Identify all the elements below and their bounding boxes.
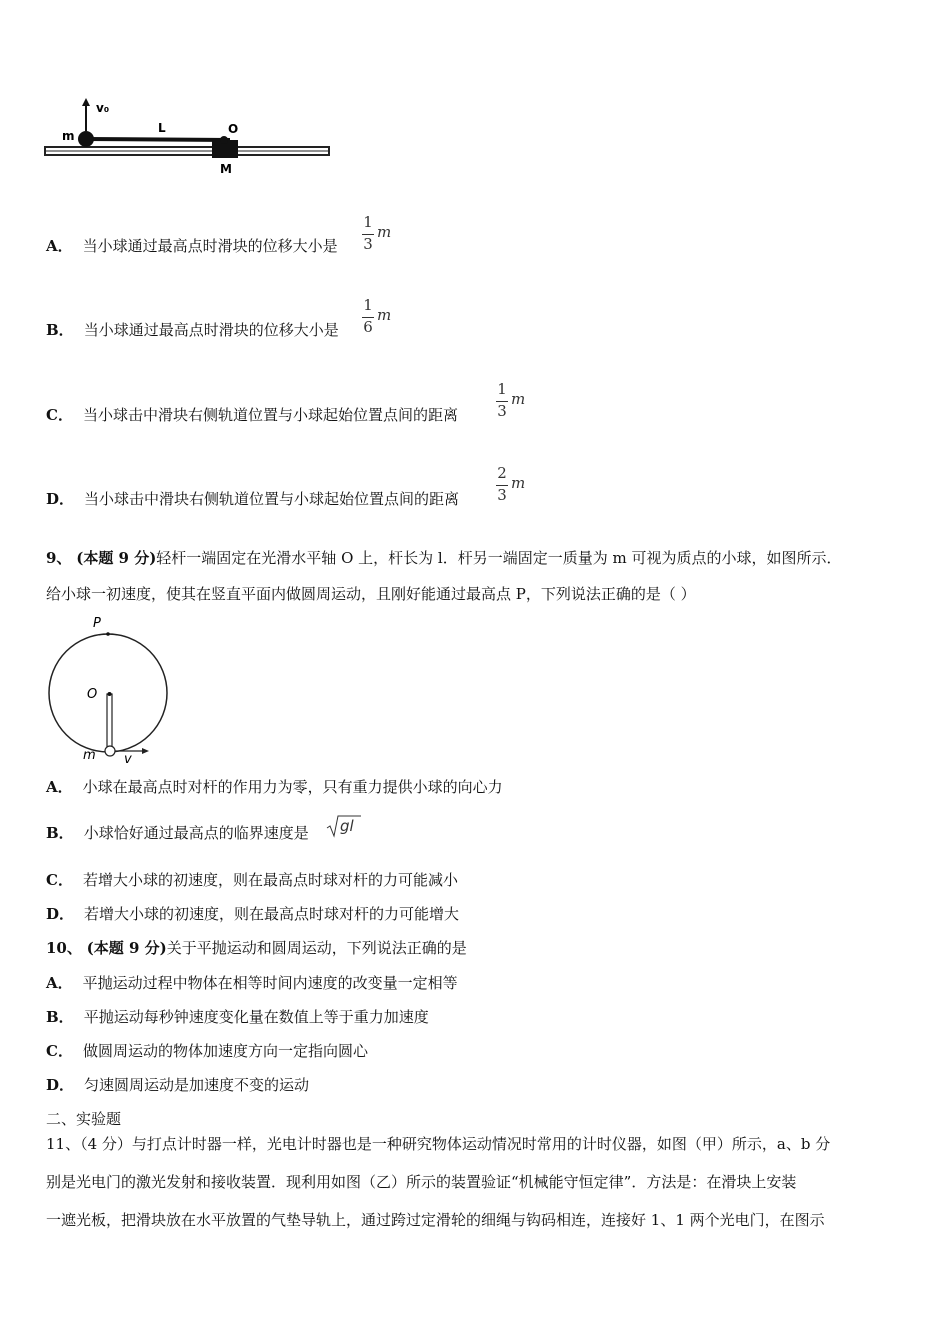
option-letter: D． <box>46 1076 75 1094</box>
question-text: 轻杆一端固定在光滑水平轴 O 上，杆长为 l．杆另一端固定一质量为 m 可视为质点的小球，如图所示． <box>156 549 842 567</box>
option-letter: D． <box>46 905 75 923</box>
question-number: 10、 <box>46 939 82 957</box>
fraction-num: 1 <box>363 296 373 314</box>
q8-option-d[interactable] <box>46 489 459 509</box>
option-text: 当小球击中滑块右侧轨道位置与小球起始位置点间的距离 <box>82 406 458 424</box>
label-m: m <box>83 748 96 763</box>
rod <box>107 694 112 750</box>
option-text: 若增大小球的初速度，则在最高点时球对杆的力可能增大 <box>84 905 460 923</box>
question-score: (本题 9 分) <box>76 549 157 567</box>
q9-option-c[interactable] <box>46 870 458 890</box>
label-v: v <box>124 752 132 767</box>
q8-option-a[interactable] <box>46 236 338 256</box>
option-text: 当小球通过最高点时滑块的位移大小是 <box>82 237 338 255</box>
q9-option-a[interactable] <box>46 777 503 797</box>
option-text: 小球在最高点时对杆的作用力为零，只有重力提供小球的向心力 <box>82 778 503 796</box>
question-score: (本题 9 分) <box>86 939 167 957</box>
option-letter: B． <box>46 1008 74 1026</box>
q11-line1: 11、（4 分）与打点计时器一样，光电计时器也是一种研究物体运动情况时常用的计时仪器，如图（甲）所示，a、b 分 <box>46 1135 831 1153</box>
point-p <box>106 632 110 636</box>
option-letter: B． <box>46 824 74 842</box>
label-L: L <box>158 121 166 135</box>
fraction-unit: m <box>377 306 392 324</box>
option-text: 平抛运动过程中物体在相等时间内速度的改变量一定相等 <box>82 974 458 992</box>
fraction-num: 2 <box>497 464 507 482</box>
rod <box>86 139 230 140</box>
ball <box>105 746 115 756</box>
q11-line2: 别是光电门的激光发射和接收装置．现利用如图（乙）所示的装置验证“机械能守恒定律”．方法是：在滑块上安装 <box>46 1173 797 1191</box>
option-letter: C． <box>46 871 73 889</box>
option-text: 若增大小球的初速度，则在最高点时球对杆的力可能减小 <box>82 871 458 889</box>
fraction-unit: m <box>511 390 526 408</box>
q10-option-a[interactable] <box>46 973 458 993</box>
q11-line3: 一遮光板，把滑块放在水平放置的气垫导轨上，通过跨过定滑轮的细绳与钩码相连，连接好 1、1 两个光电门，在图示 <box>46 1211 825 1229</box>
option-text: 小球恰好通过最高点的临界速度是 <box>83 824 309 842</box>
fraction-num: 1 <box>497 380 507 398</box>
option-letter: B． <box>46 321 74 339</box>
option-letter: C． <box>46 1042 73 1060</box>
figure-circle-rod <box>40 610 180 768</box>
fraction-den: 3 <box>497 486 507 504</box>
label-m: m <box>62 129 75 143</box>
q8-option-c[interactable] <box>46 405 458 425</box>
q9-option-b[interactable] <box>46 823 309 843</box>
option-text: 做圆周运动的物体加速度方向一定指向圆心 <box>82 1042 368 1060</box>
q10-option-b[interactable] <box>46 1007 429 1027</box>
fraction-unit: m <box>377 223 392 241</box>
option-letter: D． <box>46 490 75 508</box>
label-p: P <box>93 616 101 631</box>
option-letter: C． <box>46 406 73 424</box>
option-text: 当小球击中滑块右侧轨道位置与小球起始位置点间的距离 <box>84 490 460 508</box>
ball <box>78 131 94 147</box>
axis-o <box>108 692 112 696</box>
q8-option-b[interactable] <box>46 320 339 340</box>
sqrt-radicand: gl <box>340 817 354 835</box>
section-title: 二、实验题 <box>46 1110 122 1128</box>
question-number: 9、 <box>46 549 72 567</box>
figure-rod-slider <box>40 96 340 180</box>
fraction-den: 3 <box>497 402 507 420</box>
fraction-den: 3 <box>363 235 373 253</box>
sqrt-symbol <box>326 814 362 838</box>
q9-stem-line1 <box>46 548 841 568</box>
q10-stem <box>46 938 467 958</box>
option-letter: A． <box>46 778 73 796</box>
option-text: 当小球通过最高点时滑块的位移大小是 <box>83 321 339 339</box>
label-O: O <box>228 122 239 136</box>
fraction-num: 1 <box>363 213 373 231</box>
fraction-den: 6 <box>363 318 373 336</box>
option-text: 平抛运动每秒钟速度变化量在数值上等于重力加速度 <box>83 1008 429 1026</box>
option-letter: A． <box>46 237 73 255</box>
option-text: 匀速圆周运动是加速度不变的运动 <box>84 1076 310 1094</box>
q9-stem-line2: 给小球一初速度，使其在竖直平面内做圆周运动，且刚好能通过最高点 P，下列说法正确的是（ ） <box>46 585 696 603</box>
q10-option-d[interactable] <box>46 1075 309 1095</box>
label-v0: v₀ <box>96 101 110 115</box>
q10-option-c[interactable] <box>46 1041 368 1061</box>
label-M: M <box>220 162 232 176</box>
question-text: 关于平抛运动和圆周运动，下列说法正确的是 <box>166 939 467 957</box>
option-letter: A． <box>46 974 73 992</box>
q9-option-d[interactable] <box>46 904 459 924</box>
fraction-unit: m <box>511 474 526 492</box>
label-o: O <box>87 687 98 702</box>
